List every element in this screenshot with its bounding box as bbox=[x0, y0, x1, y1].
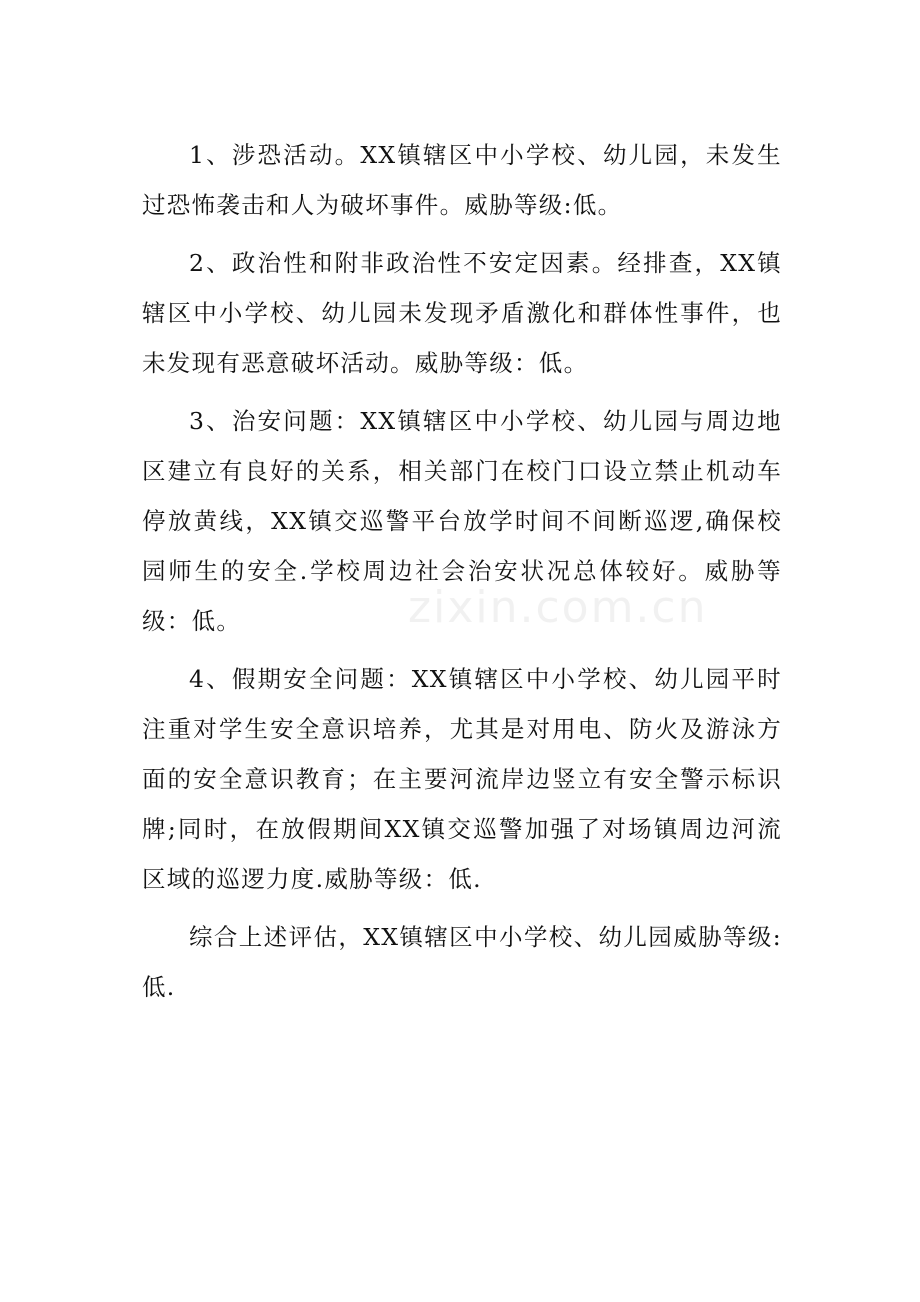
paragraph-political-stability: 2、政治性和附非政治性不安定因素。经排查，XX镇辖区中小学校、幼儿园未发现矛盾激化和群体性事件，也未发现有恶意破坏活动。威胁等级：低。 bbox=[142, 249, 782, 377]
paragraph-anti-terror: 1、涉恐活动。XX镇辖区中小学校、幼儿园，未发生过恐怖袭击和人为破坏事件。威胁等级:低。 bbox=[142, 141, 782, 219]
paragraph-summary: 综合上述评估，XX镇辖区中小学校、幼儿园威胁等级:低. bbox=[142, 923, 782, 1001]
paragraph-holiday-safety: 4、假期安全问题：XX镇辖区中小学校、幼儿园平时注重对学生安全意识培养，尤其是对用电、防火及游泳方面的安全意识教育；在主要河流岸边竖立有安全警示标识牌;同时，在放假期间XX镇交巡警加强了对场镇周边河流区域的巡逻力度.威胁等级：低. bbox=[142, 665, 782, 893]
watermark: zixin.com.cn bbox=[408, 582, 708, 633]
document-body bbox=[142, 130, 782, 1020]
paragraph-public-security: 3、治安问题：XX镇辖区中小学校、幼儿园与周边地区建立有良好的关系，相关部门在校门口设立禁止机动车停放黄线，XX镇交巡警平台放学时间不间断巡逻,确保校园师生的安全.学校周边社会治安状况总体较好。威胁等级：低。 bbox=[142, 407, 782, 635]
